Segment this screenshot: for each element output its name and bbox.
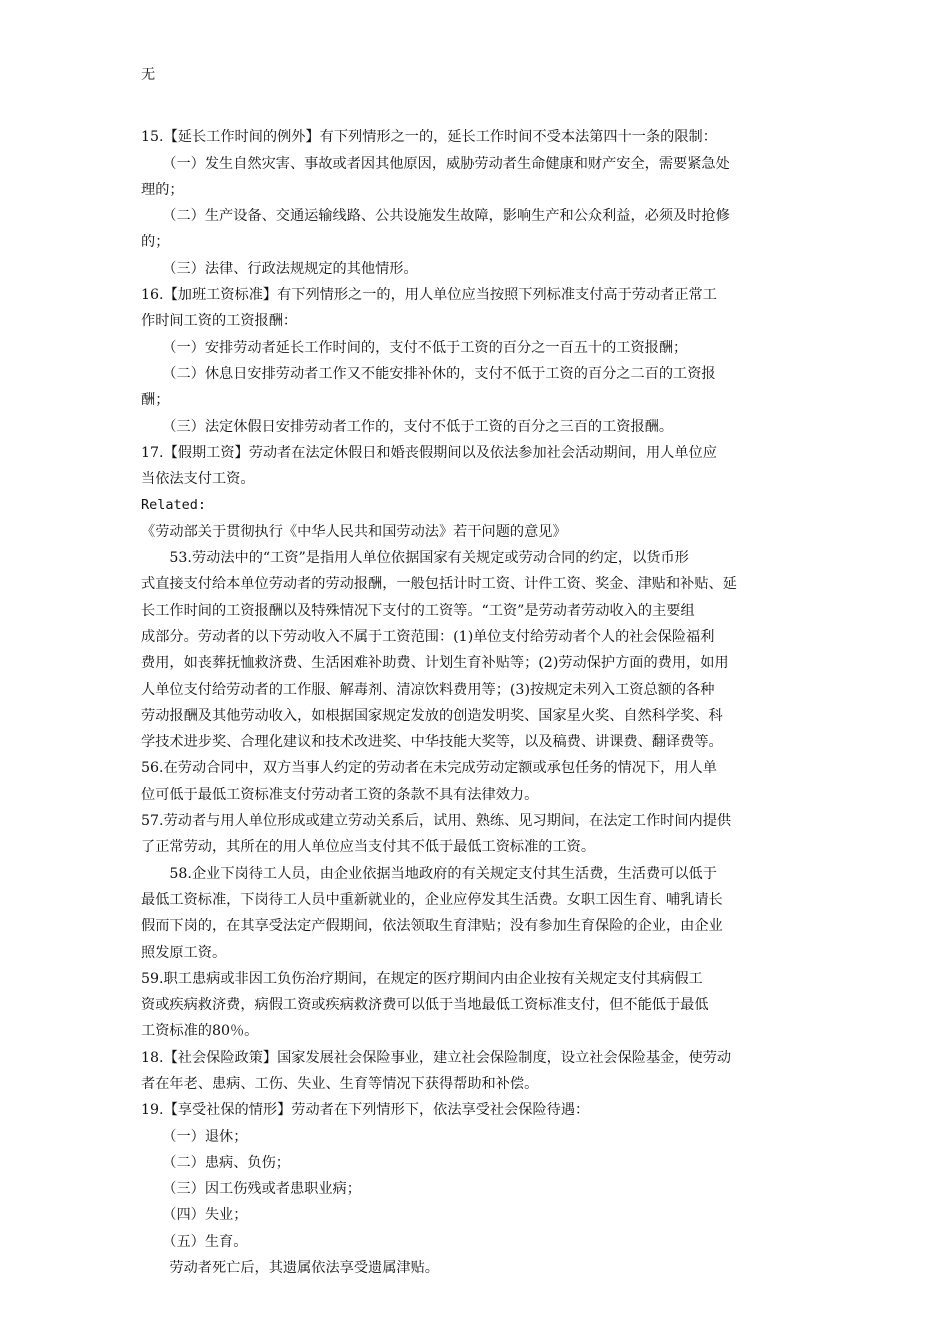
text-line: 59.职工患病或非因工负伤治疗期间，在规定的医疗期间内由企业按有关规定支付其病假工 (141, 970, 703, 987)
text-line: 58.企业下岗待工人员，由企业依据当地政府的有关规定支付其生活费，生活费可以低于 (141, 865, 717, 882)
text-line: （一）退休； (141, 1128, 248, 1145)
text-line: 18.【社会保险政策】国家发展社会保险事业，建立社会保险制度，设立社会保险基金，使劳动 (141, 1049, 732, 1066)
document-page (141, 62, 813, 1281)
text-line: （二）生产设备、交通运输线路、公共设施发生故障，影响生产和公众利益，必须及时抢修 (141, 208, 730, 225)
related-title: 《劳动部关于贯彻执行《中华人民共和国劳动法》若干问题的意见》 (141, 523, 567, 540)
text-line: 最低工资标准，下岗待工人员中重新就业的，企业应停发其生活费。女职工因生育、哺乳请长 (141, 891, 723, 908)
text-line: 57.劳动者与用人单位形成或建立劳动关系后，试用、熟练、见习期间，在法定工作时间内提供 (141, 813, 732, 830)
text-line: 了正常劳动，其所在的用人单位应当支付其不低于最低工资标准的工资。 (141, 839, 596, 856)
text-line: 的； (141, 234, 170, 251)
text-line: 劳动者死亡后，其遗属依法享受遗属津贴。 (141, 1260, 439, 1277)
text-line: 照发原工资。 (141, 944, 227, 961)
text-line: 长工作时间的工资报酬以及特殊情况下支付的工资等。“工资”是劳动者劳动收入的主要组 (141, 602, 695, 619)
text-line: （二）患病、负伤； (141, 1154, 290, 1171)
text-line: 人单位支付给劳动者的工作服、解毒剂、清凉饮料费用等；(3)按规定未列入工资总额的各种 (141, 681, 715, 698)
text-line: （一）发生自然灾害、事故或者因其他原因，威胁劳动者生命健康和财产安全，需要紧急处 (141, 155, 730, 172)
text-line: （一）安排劳动者延长工作时间的，支付不低于工资的百分之一百五十的工资报酬； (141, 339, 688, 356)
text-line: （三）法律、行政法规规定的其他情形。 (141, 260, 418, 277)
text-line: 16.【加班工资标准】有下列情形之一的，用人单位应当按照下列标准支付高于劳动者正常工 (141, 287, 717, 304)
text-line: （四）失业； (141, 1207, 248, 1224)
text-line: 17.【假期工资】劳动者在法定休假日和婚丧假期间以及依法参加社会活动期间，用人单位应 (141, 444, 717, 461)
text-line: 19.【享受社保的情形】劳动者在下列情形下，依法享受社会保险待遇： (141, 1102, 590, 1119)
text-line: 15.【延长工作时间的例外】有下列情形之一的，延长工作时间不受本法第四十一条的限制： (141, 129, 717, 146)
text-line: （五）生育。 (141, 1233, 248, 1250)
text-line: 工资标准的80％。 (141, 1023, 259, 1040)
text-line: 当依法支付工资。 (141, 471, 255, 488)
text-line: 56.在劳动合同中，双方当事人约定的劳动者在未完成劳动定额或承包任务的情况下，用人单 (141, 760, 717, 777)
document-body (141, 124, 813, 1281)
text-line: 作时间工资的工资报酬： (141, 313, 298, 330)
text-line: （二）休息日安排劳动者工作又不能安排补休的，支付不低于工资的百分之二百的工资报 (141, 365, 716, 382)
text-line: 理的； (141, 181, 184, 198)
text-line: 劳动报酬及其他劳动收入，如根据国家规定发放的创造发明奖、国家星火奖、自然科学奖、科 (141, 707, 723, 724)
text-line: （三）法定休假日安排劳动者工作的，支付不低于工资的百分之三百的工资报酬。 (141, 418, 674, 435)
text-line: 学技术进步奖、合理化建议和技术改进奖、中华技能大奖等，以及稿费、讲课费、翻译费等。 (141, 734, 723, 751)
text-line: 费用，如丧葬抚恤救济费、生活困难补助费、计划生育补贴等；(2)劳动保护方面的费用，如用 (141, 655, 729, 672)
text-line: 假而下岗的，在其享受法定产假期间，依法领取生育津贴；没有参加生育保险的企业，由企业 (141, 918, 723, 935)
text-line: （三）因工伤残或者患职业病； (141, 1181, 361, 1198)
text-line: 资或疾病救济费，病假工资或疾病救济费可以低于当地最低工资标准支付，但不能低于最低 (141, 997, 709, 1014)
text-line: 式直接支付给本单位劳动者的劳动报酬，一般包括计时工资、计件工资、奖金、津贴和补贴、延 (141, 576, 737, 593)
text-line: 位可低于最低工资标准支付劳动者工资的条款不具有法律效力。 (141, 786, 539, 803)
text-line: 成部分。劳动者的以下劳动收入不属于工资范围：(1)单位支付给劳动者个人的社会保险福利 (141, 628, 715, 645)
top-word: 无 (141, 67, 156, 83)
text-line: 酬； (141, 392, 170, 409)
text-line: 者在年老、患病、工伤、失业、生育等情况下获得帮助和补偿。 (141, 1075, 539, 1092)
related-label: Related: (141, 497, 207, 514)
text-line: 53.劳动法中的“工资”是指用人单位依据国家有关规定或劳动合同的约定，以货币形 (141, 550, 689, 567)
